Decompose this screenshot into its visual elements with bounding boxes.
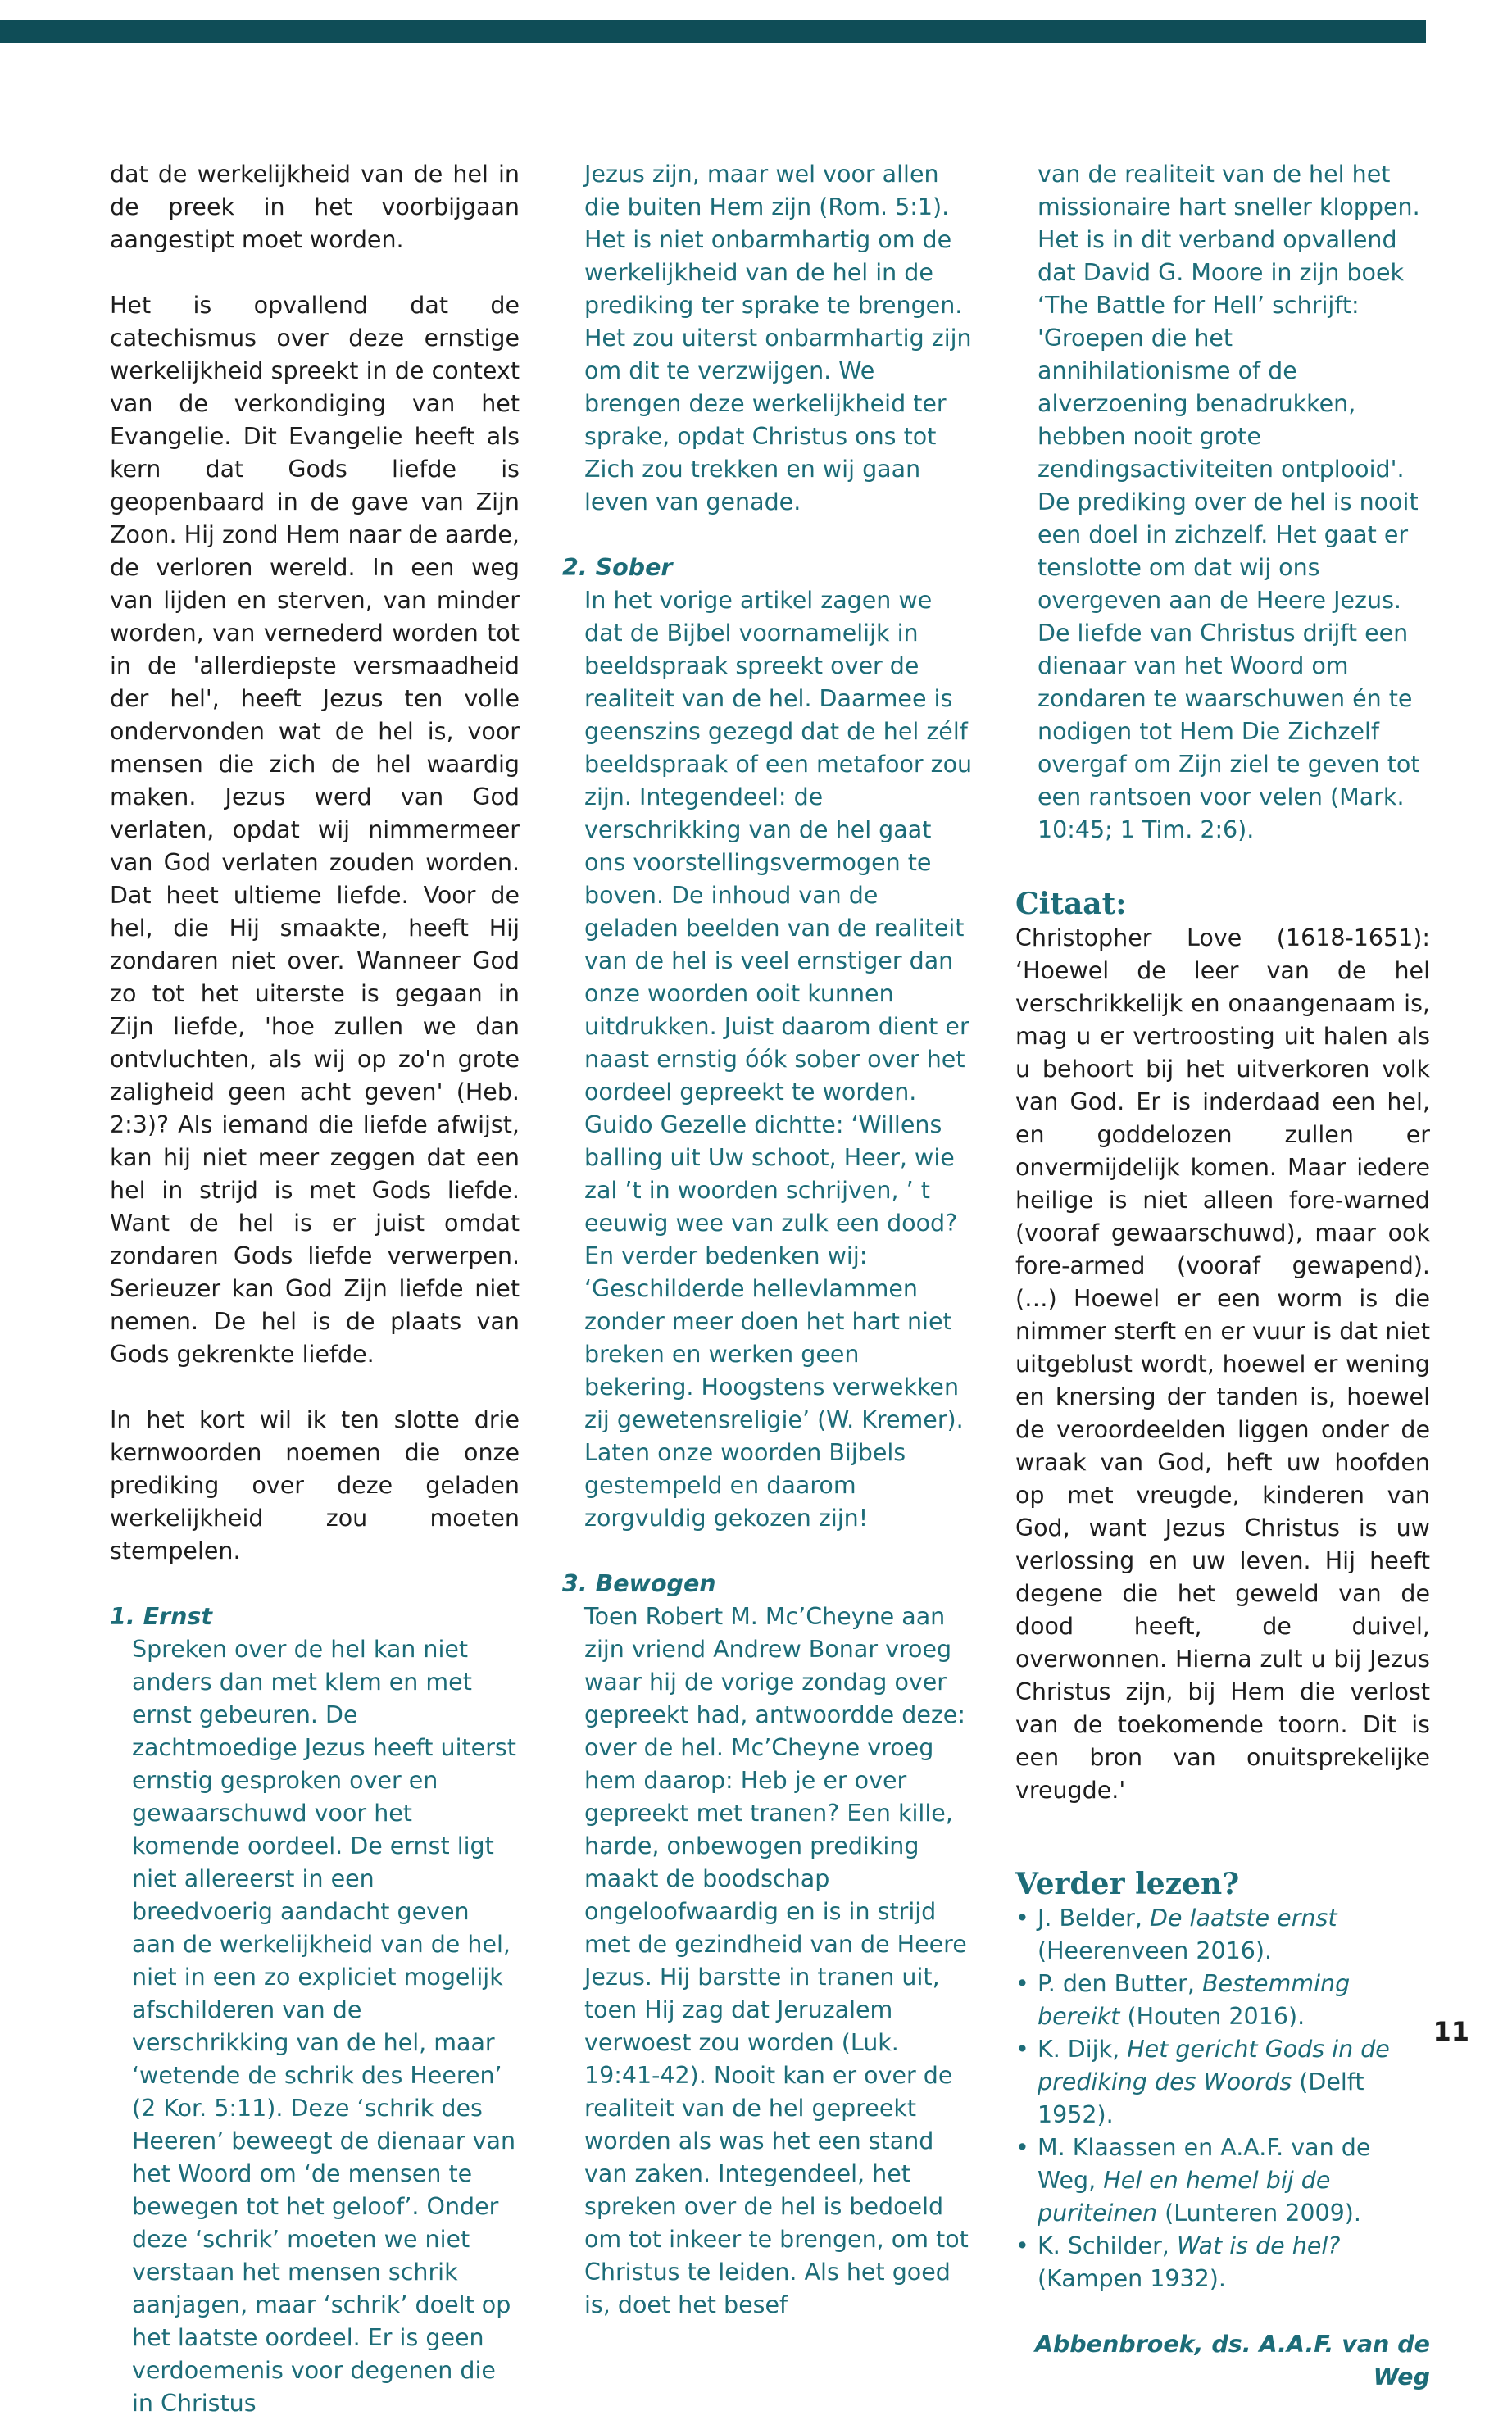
column-2 [562,158,975,2322]
paragraph: van de realiteit van de hel het missionaire hart sneller kloppen. Het is in dit verband opvallend dat David G. Moore in zijn boek ‘The Battle for Hell’ schrijft: 'Groepen die het annihilationisme of de alverzoening benadrukken, hebben nooit grote zendingsactiviteiten ontplooid'. De prediking over de hel is nooit een doel in zichzelf. Het gaat er tenslotte om dat wij ons overgeven aan de Heere Jezus. De liefde van Christus drijft een dienaar van het Woord om zondaren te waarschuwen én te nodigen tot Hem Die Zichzelf overgaf om Zijn ziel te geven tot een rantsoen voor velen (Mark. 10:45; 1 Tim. 2:6). [1038,161,1420,843]
citaat-heading: Citaat: [1015,887,1127,921]
paragraph: Het is opvallend dat de catechismus over deze ernstige werkelijkheid spreekt in de context van de verkondiging van het Evangelie. Dit Evangelie heeft als kern dat Gods liefde is geopenbaard in de gave van Zijn Zoon. Hij zond Hem naar de aarde, de verloren wereld. In een weg van lijden en sterven, van minder worden, van vernederd worden tot in de 'allerdiepste versmaadheid der hel', heeft Jezus ten volle ondervonden wat de hel is, voor mensen die zich de hel waardig maken. Jezus werd van God verlaten, opdat wij nimmermeer van God verlaten zouden worden. Dat heet ultieme liefde. Voor de hel, die Hij smaakte, heeft Hij zondaren niet over. Wanneer God zo tot het uiterste is gegaan in Zijn liefde, 'hoe zullen we dan ontvluchten, als wij op zo'n grote zaligheid geen acht geven' (Heb. 2:3)? Als iemand die liefde afwijst, kan hij niet meer zeggen dat een hel in strijd is met Gods liefde. Want de hel is er juist omdat zondaren Gods liefde verwerpen. Serieuzer kan God Zijn liefde niet nemen. De hel is de plaats van Gods gekrenkte liefde. [110,292,520,1368]
ref-title: De laatste ernst [1150,1905,1337,1932]
list-item [1015,2132,1430,2230]
paragraph: In het kort wil ik ten slotte drie kernwoorden noemen die onze prediking over deze geladen werkelijkheid zou moeten stempelen. [110,1406,520,1564]
page-number: 11 [1433,2016,1469,2047]
ref-publication: (Delft 1952). [1038,2068,1364,2128]
list-item [1015,2033,1430,2132]
paragraph: In het vorige artikel zagen we dat de Bijbel voornamelijk in beeldspraak spreekt over de realiteit van de hel. Daarmee is geenszins gezegd dat de hel zélf beeldspraak of een metafoor zou zijn. Integendeel: de verschrikking van de hel gaat ons voorstellingsvermogen te boven. De inhoud van de geladen beelden van de realiteit van de hel is veel ernstiger dan onze woorden ooit kunnen uitdrukken. Juist daarom dient er naast ernstig óók sober over het oordeel gepreekt te worden. Guido Gezelle dichtte: ‘Willens balling uit Uw schoot, Heer, wie zal ’t in woorden schrijven, ’ t eeuwig wee van zulk een dood? En verder bedenken wij: ‘Geschilderde hellevlammen zonder meer doen het hart niet breken en werken geen bekering. Hoogstens verwekken zij gewetensreligie’ (W. Kremer). [584,587,973,1433]
ref-publication: (Kampen 1932). [1038,2265,1226,2292]
ref-author: P. den Butter, [1038,1970,1202,1997]
verder-lezen-heading: Verder lezen? [1015,1867,1240,1901]
column-3 [1015,158,1430,2394]
section-heading-bewogen: 3. Bewogen [562,1570,716,1597]
reading-list [1015,1902,1430,2295]
ref-author: J. Belder, [1038,1905,1150,1932]
ref-publication: (Lunteren 2009). [1157,2200,1361,2227]
ref-title: Wat is de hel? [1176,2232,1341,2259]
ref-title: Het gericht Gods in de prediking des Woords [1038,2036,1390,2095]
bullet-icon: • [1015,2134,1029,2161]
paragraph: Laten onze woorden Bijbels gestempeld en daarom zorgvuldig gekozen zijn! [584,1439,906,1532]
top-color-bar [0,20,1426,43]
column-1 [110,158,520,2420]
ref-title: Bestemming bereikt [1038,1970,1351,2030]
list-item [1015,2230,1430,2295]
author-signature: Abbenbroek, ds. A.A.F. van de Weg [1034,2331,1430,2390]
ref-publication: (Heerenveen 2016). [1038,1937,1273,1964]
ref-author: K. Dijk, [1038,2036,1128,2063]
bullet-icon: • [1015,2232,1029,2259]
paragraph: Toen Robert M. Mc’Cheyne aan zijn vriend Andrew Bonar vroeg waar hij de vorige zondag over gepreekt had, antwoordde deze: over de hel. Mc’Cheyne vroeg hem daarop: Heb je er over gepreekt met tranen? Een kille, harde, onbewogen prediking maakt de boodschap ongeloofwaardig en is in strijd met de gezindheid van de Heere Jezus. Hij barstte in tranen uit, toen Hij zag dat Jeruzalem verwoest zou worden (Luk. 19:41-42). Nooit kan er over de realiteit van de hel gepreekt worden als was het een stand van zaken. Integendeel, het spreken over de hel is bedoeld om tot inkeer te brengen, om tot Christus te leiden. Als het goed is, doet het besef [584,1603,969,2318]
paragraph: Spreken over de hel kan niet anders dan met klem en met ernst gebeuren. De zachtmoedige Jezus heeft uiterst ernstig gesproken over en gewaarschuwd voor het komende oordeel. De ernst ligt niet allereerst in een breedvoerig aandacht geven aan de werkelijkheid van de hel, niet in een zo expliciet mogelijk afschilderen van de verschrikking van de hel, maar ‘wetende de schrik des Heeren’ (2 Kor. 5:11). Deze ‘schrik des Heeren’ beweegt de dienaar van het Woord om ‘de mensen te bewegen tot het geloof’. Onder deze ‘schrik’ moeten we niet verstaan het mensen schrik aanjagen, maar ‘schrik’ doelt op het laatste oordeel. Er is geen verdoemenis voor degenen die in Christus [132,1636,516,2417]
bullet-icon: • [1015,1905,1029,1932]
citaat-text: Christopher Love (1618-1651): ‘Hoewel de leer van de hel verschrikkelijk en onaangenaam is, mag u er vertroosting uit halen als u behoort bij het uitverkoren volk van God. Er is inderdaad een hel, en goddelozen zullen er onvermijdelijk komen. Maar iedere heilige is niet alleen fore-warned (vooraf gewaarschuwd), maar ook fore-armed (vooraf gewapend). (…) Hoewel er een worm is die nimmer sterft en er vuur is dat niet uitgeblust wordt, hoewel er wening en knersing der tanden is, hoewel de veroordeelden liggen onder de wraak van God, heft uw hoofden op met vreugde, kinderen van God, want Jezus Christus is uw verlossing en uw leven. Hij heeft degene die het geweld van de dood heeft, de duivel, overwonnen. Hierna zult u bij Jezus Christus zijn, bij Hem die verlost van de toekomende toorn. Dit is een bron van onuitsprekelijke vreugde.' [1015,924,1430,1804]
list-item [1015,1968,1430,2033]
list-item [1015,1902,1430,1968]
section-heading-ernst: 1. Ernst [110,1603,212,1630]
ref-author: M. Klaassen en A.A.F. van de Weg, [1038,2134,1371,2194]
paragraph: Jezus zijn, maar wel voor allen die buiten Hem zijn (Rom. 5:1). Het is niet onbarmhartig om de werkelijkheid van de hel in de prediking ter sprake te brengen. Het zou uiterst onbarmhartig zijn om dit te verzwijgen. We brengen deze werkelijkheid ter sprake, opdat Christus ons tot Zich zou trekken en wij gaan leven van genade. [584,161,972,515]
bullet-icon: • [1015,1970,1029,1997]
bullet-icon: • [1015,2036,1029,2063]
section-heading-sober: 2. Sober [562,554,673,581]
ref-title: Hel en hemel bij de puriteinen [1038,2167,1331,2227]
ref-publication: (Houten 2016). [1119,2003,1305,2030]
ref-author: K. Schilder, [1038,2232,1177,2259]
paragraph: dat de werkelijkheid van de hel in de preek in het voorbijgaan aangestipt moet worden. [110,161,520,253]
